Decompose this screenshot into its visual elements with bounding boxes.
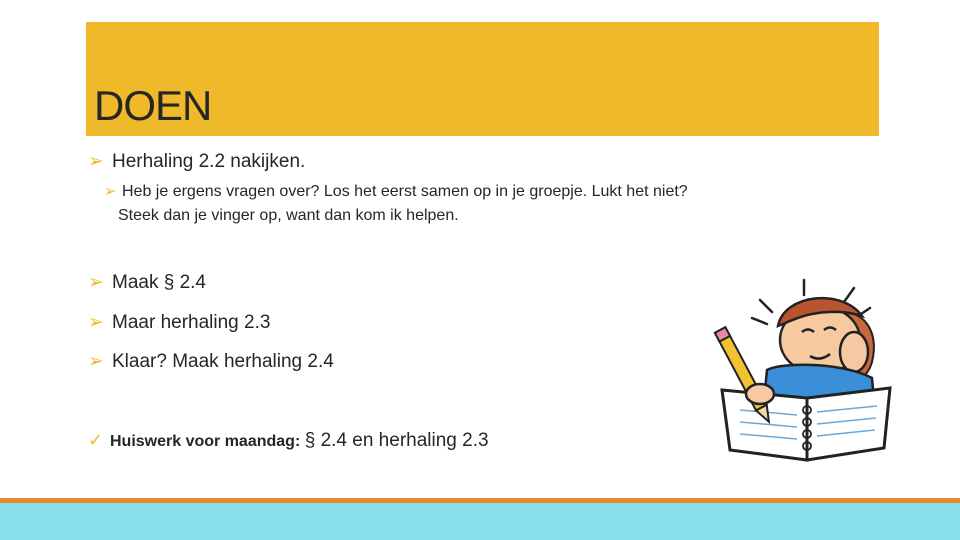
arrow-bullet-icon: ➢ bbox=[88, 151, 104, 172]
bullet-text: Heb je ergens vragen over? Los het eerst samen op in je groepje. Lukt het niet? bbox=[122, 183, 688, 200]
title-bar bbox=[86, 22, 879, 136]
bullet-text: Steek dan je vinger op, want dan kom ik helpen. bbox=[118, 207, 459, 224]
bullet-text: Maak § 2.4 bbox=[112, 272, 206, 293]
arrow-bullet-icon: ➢ bbox=[104, 183, 117, 200]
footer-blue-band bbox=[0, 503, 960, 540]
bullet-text: Klaar? Maak herhaling 2.4 bbox=[112, 351, 334, 372]
bullet-item bbox=[88, 271, 206, 294]
bullet-text: Maar herhaling 2.3 bbox=[112, 312, 271, 333]
sub-bullet-item bbox=[104, 182, 688, 201]
bullet-item bbox=[88, 350, 334, 373]
bullet-item bbox=[88, 311, 270, 334]
slide-title: DOEN bbox=[94, 82, 212, 129]
bullet-text: Herhaling 2.2 nakijken. bbox=[112, 151, 306, 172]
homework-label: Huiswerk voor maandag: bbox=[110, 433, 301, 450]
checkmark-icon: ✓ bbox=[88, 430, 104, 450]
homework-text: § 2.4 en herhaling 2.3 bbox=[304, 430, 489, 451]
arrow-bullet-icon: ➢ bbox=[88, 312, 104, 333]
arrow-bullet-icon: ➢ bbox=[88, 272, 104, 293]
homework-line bbox=[88, 430, 489, 452]
sub-bullet-continuation bbox=[118, 207, 459, 225]
student-writing-illustration bbox=[712, 270, 897, 465]
arrow-bullet-icon: ➢ bbox=[88, 351, 104, 372]
bullet-item bbox=[88, 150, 305, 173]
